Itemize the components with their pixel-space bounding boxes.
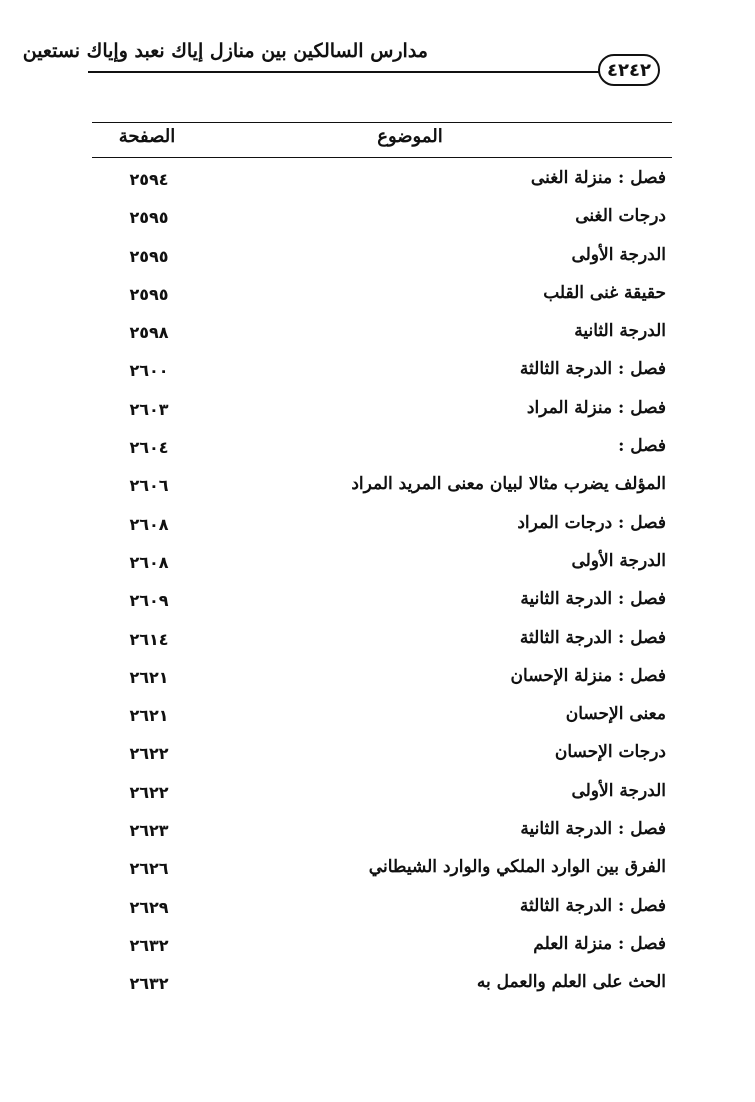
table-row	[92, 543, 672, 581]
table-row	[92, 505, 672, 543]
row-page: ٢٥٩٥	[129, 246, 169, 266]
index-table-body	[92, 160, 672, 1003]
table-row	[92, 466, 672, 504]
header-rule	[88, 71, 600, 73]
row-topic: فصل : درجات المراد	[517, 512, 666, 533]
row-topic: فصل : الدرجة الثالثة	[519, 627, 666, 648]
row-topic: درجات الإحسان	[554, 742, 666, 763]
row-topic: معنى الإحسان	[565, 704, 666, 725]
page-number-badge: ٤٢٤٢	[598, 54, 660, 86]
row-topic: فصل : الدرجة الثالثة	[519, 895, 666, 916]
table-row	[92, 160, 672, 198]
row-page: ٢٦٠٨	[129, 552, 169, 572]
running-header-title: مدارس السالكين بين منازل إياك نعبد وإياك نستعين	[22, 40, 428, 62]
table-row	[92, 428, 672, 466]
table-row	[92, 811, 672, 849]
row-topic: الحث على العلم والعمل به	[476, 972, 666, 993]
row-page: ٢٥٩٨	[129, 323, 169, 343]
row-topic: الفرق بين الوارد الملكي والوارد الشيطاني	[368, 857, 666, 878]
table-row	[92, 620, 672, 658]
row-page: ٢٦٠٣	[129, 399, 169, 419]
table-row	[92, 198, 672, 236]
row-topic: المؤلف يضرب مثالا لبيان معنى المريد المراد	[351, 474, 666, 495]
table-row	[92, 237, 672, 275]
row-page: ٢٦٣٢	[129, 935, 169, 955]
row-page: ٢٦٣٢	[129, 974, 169, 994]
table-row	[92, 964, 672, 1002]
row-topic: فصل : منزلة الغنى	[530, 168, 666, 188]
row-page: ٢٦٢٩	[129, 897, 169, 917]
row-topic: الدرجة الأولى	[571, 550, 666, 571]
row-page: ٢٦٠٦	[129, 476, 169, 496]
row-topic: فصل : الدرجة الثالثة	[519, 359, 666, 380]
row-page: ٢٥٩٥	[129, 284, 169, 304]
row-page: ٢٦٠٩	[129, 591, 169, 611]
table-row	[92, 734, 672, 772]
table-row	[92, 696, 672, 734]
table-row	[92, 275, 672, 313]
row-page: ٢٦٢٦	[129, 859, 169, 879]
row-page: ٢٦٢٢	[129, 744, 169, 764]
table-row	[92, 581, 672, 619]
table-row	[92, 313, 672, 351]
row-topic: حقيقة غنى القلب	[543, 282, 666, 303]
column-header-topic: الموضوع	[377, 126, 443, 147]
row-page: ٢٦٢٣	[129, 821, 169, 841]
row-page: ٢٦٠٨	[129, 514, 169, 534]
row-topic: الدرجة الثانية	[574, 321, 666, 342]
row-topic: فصل : منزلة العلم	[533, 933, 666, 954]
row-topic: فصل : منزلة الإحسان	[510, 665, 666, 686]
table-row	[92, 888, 672, 926]
table-row	[92, 773, 672, 811]
table-row	[92, 849, 672, 887]
row-page: ٢٦٠٤	[129, 438, 169, 458]
row-page: ٢٦١٤	[129, 629, 169, 649]
table-top-rule	[92, 122, 672, 123]
table-row	[92, 390, 672, 428]
table-row	[92, 658, 672, 696]
row-topic: درجات الغنى	[575, 206, 666, 227]
row-topic: فصل : الدرجة الثانية	[520, 589, 666, 610]
row-page: ٢٥٩٤	[129, 170, 169, 189]
row-topic: فصل : منزلة المراد	[526, 397, 666, 418]
column-header-page: الصفحة	[118, 126, 176, 147]
row-page: ٢٦٠٠	[129, 361, 169, 381]
row-topic: الدرجة الأولى	[571, 780, 666, 801]
row-topic: فصل : الدرجة الثانية	[520, 819, 666, 840]
table-row	[92, 926, 672, 964]
row-page: ٢٦٢١	[129, 667, 169, 687]
row-page: ٢٥٩٥	[129, 208, 169, 228]
table-row	[92, 351, 672, 389]
row-topic: فصل :	[618, 436, 666, 457]
table-header-rule	[92, 157, 672, 158]
row-topic: الدرجة الأولى	[571, 244, 666, 265]
row-page: ٢٦٢٢	[129, 782, 169, 802]
row-page: ٢٦٢١	[129, 706, 169, 726]
